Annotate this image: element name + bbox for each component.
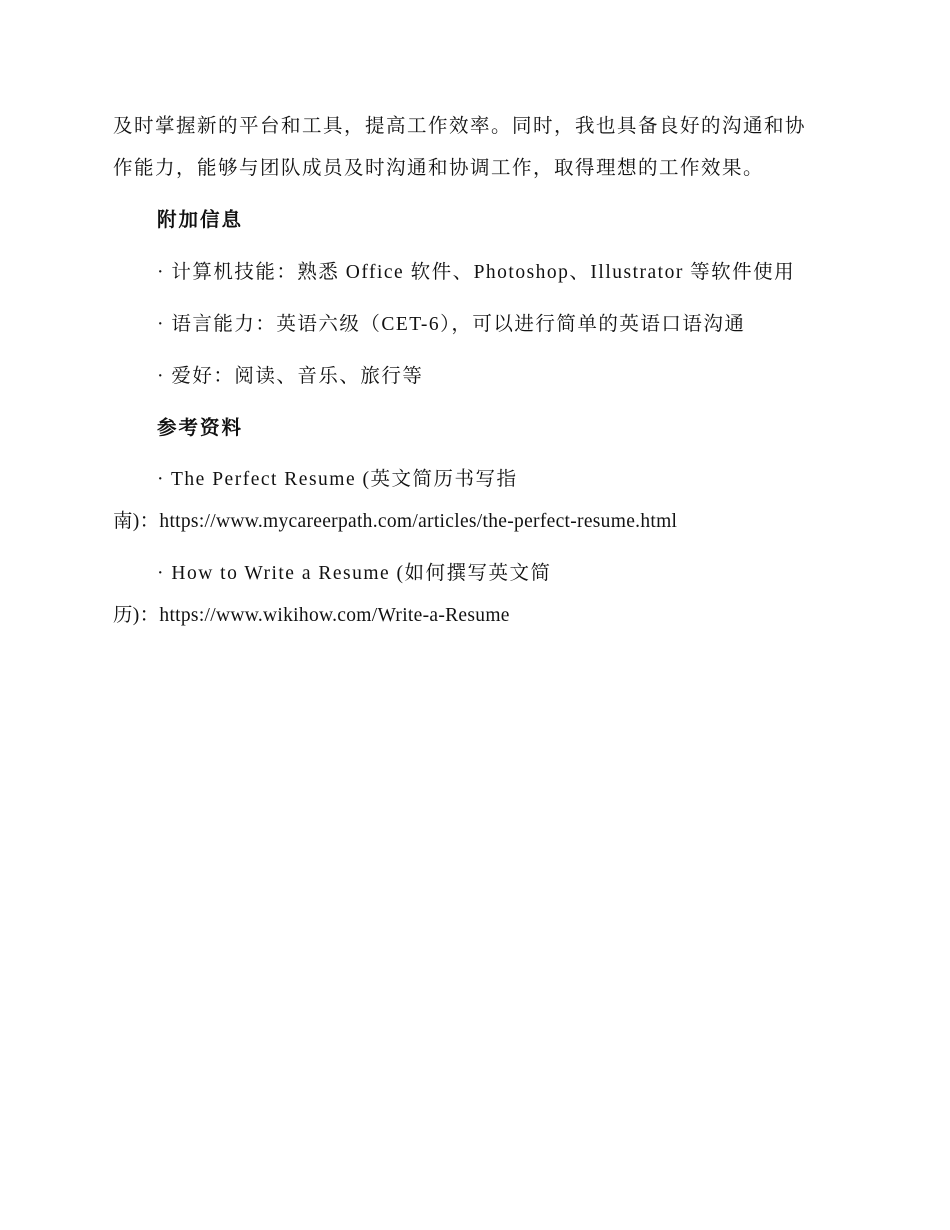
references-heading: 参考资料 <box>157 418 244 439</box>
additional-info-heading: 附加信息 <box>157 210 244 231</box>
reference-1-line-1: · The Perfect Resume (英文简历书写指 <box>157 469 518 490</box>
intro-line-1: 及时掌握新的平台和工具，提高工作效率。同时，我也具备良好的沟通和协 <box>113 116 807 137</box>
reference-1-line-2: 南)：https://www.mycareerpath.com/articles/the-perfect-resume.html <box>113 511 678 532</box>
reference-2-line-2: 历)：https://www.wikihow.com/Write-a-Resume <box>113 605 510 626</box>
additional-info-item-hobbies: · 爱好：阅读、音乐、旅行等 <box>157 366 424 387</box>
additional-info-item-language: · 语言能力：英语六级（CET-6），可以进行简单的英语口语沟通 <box>157 314 746 335</box>
reference-2-line-1: · How to Write a Resume (如何撰写英文简 <box>157 563 552 584</box>
additional-info-item-computer-skills: · 计算机技能：熟悉 Office 软件、Photoshop、Illustrator 等软件使用 <box>157 262 796 283</box>
intro-line-2: 作能力，能够与团队成员及时沟通和协调工作，取得理想的工作效果。 <box>113 158 765 179</box>
